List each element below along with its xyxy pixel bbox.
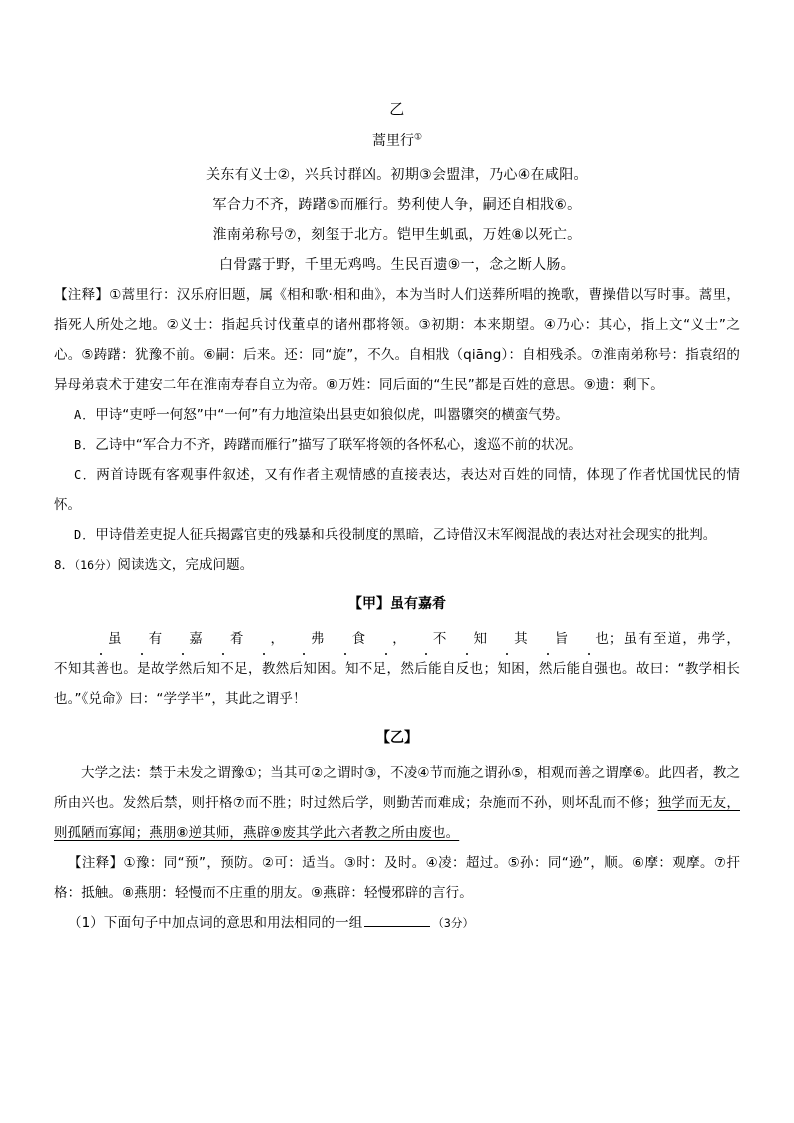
yi-notes-text: ①豫：同“预”，预防。②可：适当。③时：及时。④凌：超过。⑤孙：同“逊”，顺。⑥摩：观摩。⑦扞格：抵触。⑧燕朋：轻慢而不庄重的朋友。⑨燕辟：轻慢邪辟的言行。 (54, 855, 740, 901)
option-c-label: C． (74, 468, 97, 482)
option-a-text: 甲诗“吏呼一何怒”中“一何”有力地渲染出县吏如狼似虎，叫嚣隳突的横蛮气势。 (95, 407, 569, 423)
poem-line: 关东有义士②，兴兵讨群凶。初期③会盟津，乃心④在咸阳。 (206, 167, 588, 183)
option-a[interactable] (54, 400, 740, 430)
yi-body-part1: 大学之法：禁于未发之谓豫①；当其可②之谓时③，不凌④节而施之谓孙⑤，相观而善之谓摩⑥。此四者，教之所由兴也。发然后禁，则扞格⑦而不胜；时过然后学，则勤苦而难成；杂施而不孙，则坏乱而不修； (54, 765, 740, 811)
question-8 (54, 550, 740, 580)
subquestion-1-text: 下面句子中加点词的意思和用法相同的一组 (103, 915, 363, 931)
jia-body (54, 624, 740, 714)
subquestion-1 (54, 908, 740, 938)
answer-blank[interactable] (364, 914, 430, 927)
question-8-prompt: 阅读选文，完成问题。 (117, 557, 254, 573)
yi-body (54, 758, 740, 848)
jia-underlined-clause: 虽 有 嘉 肴 ， 弗 食 ， 不 知 其 旨 也 (81, 631, 609, 647)
option-b-label: B． (74, 438, 96, 452)
poem-notes (54, 280, 740, 400)
option-b[interactable] (54, 430, 740, 460)
yi-heading: 【乙】 (376, 730, 418, 746)
option-a-label: A． (74, 408, 96, 422)
poem-title-text: 蒿里行 (371, 133, 414, 149)
yi-notes (54, 848, 740, 908)
question-8-number: 8． (54, 557, 75, 572)
option-b-text: 乙诗中“军合力不齐，踌躇而雁行”描写了联军将领的各怀私心，逡巡不前的状况。 (95, 437, 582, 453)
subquestion-1-number: （1） (68, 915, 104, 931)
subquestion-1-score: （3分） (432, 916, 475, 930)
option-d-text: 甲诗借差吏捉人征兵揭露官吏的残暴和兵役制度的黑暗，乙诗借汉末军阀混战的表达对社会现实的批判。 (95, 527, 717, 543)
option-c-text: 两首诗既有客观事件叙述，又有作者主观情感的直接表达，表达对百姓的同情，体现了作者忧国忧民的情怀。 (54, 467, 741, 513)
poem-line: 淮南弟称号⑦，刻玺于北方。铠甲生虮虱，万姓⑧以死亡。 (212, 227, 582, 243)
poem-title (54, 128, 740, 154)
poem-line: 白骨露于野，千里无鸡鸣。生民百遗⑨一，念之断人肠。 (218, 257, 576, 273)
option-c[interactable] (54, 460, 740, 520)
poem-line: 军合力不齐，踌躇⑤而雁行。势利使人争，嗣还自相戕⑥。 (212, 197, 582, 213)
option-d[interactable] (54, 520, 740, 550)
poem-notes-text: ①蒿里行：汉乐府旧题，属《相和歌·相和曲》，本为当时人们送葬所唱的挽歌，曹操借以写时事。蒿里，指死人所处之地。②义士：指起兵讨伐董卓的诸州郡将领。③初期：本来期望。④乃心：其心，指上文“义士”之心。⑤踌躇：犹豫不前。⑥嗣：后来。还：同“旋”，不久。自相戕（qiāng）：自相残杀。⑦淮南弟称号：指袁绍的异母弟袁术于建安二年在淮南寿春自立为帝。⑧万姓：同后面的“生民”都是百姓的意思。⑨遗：剩下。 (54, 287, 740, 393)
poem-notes-label: 【注释】 (54, 287, 110, 303)
yi-notes-label: 【注释】 (68, 855, 124, 871)
jia-heading: 【甲】虽有嘉肴 (348, 596, 446, 612)
poem-group-label: 乙 (389, 100, 405, 118)
option-d-label: D． (74, 528, 96, 542)
poem-title-note-marker: ① (413, 132, 423, 143)
jia-body-rest: ；虽有至道，弗学，不知其善也。是故学然后知不足，教然后知困。知不足，然后能自反也；知困，然后能自强也。故曰：“教学相长也。”《兑命》曰：“学学半”，其此之谓乎！ (54, 631, 740, 707)
yi-underlined-clause: 独学而无友，则孤陋而寡闻；燕朋⑧逆其师，燕辟⑨废其学此六者教之所由废也。 (54, 795, 740, 841)
question-8-score: （16分） (74, 558, 118, 572)
